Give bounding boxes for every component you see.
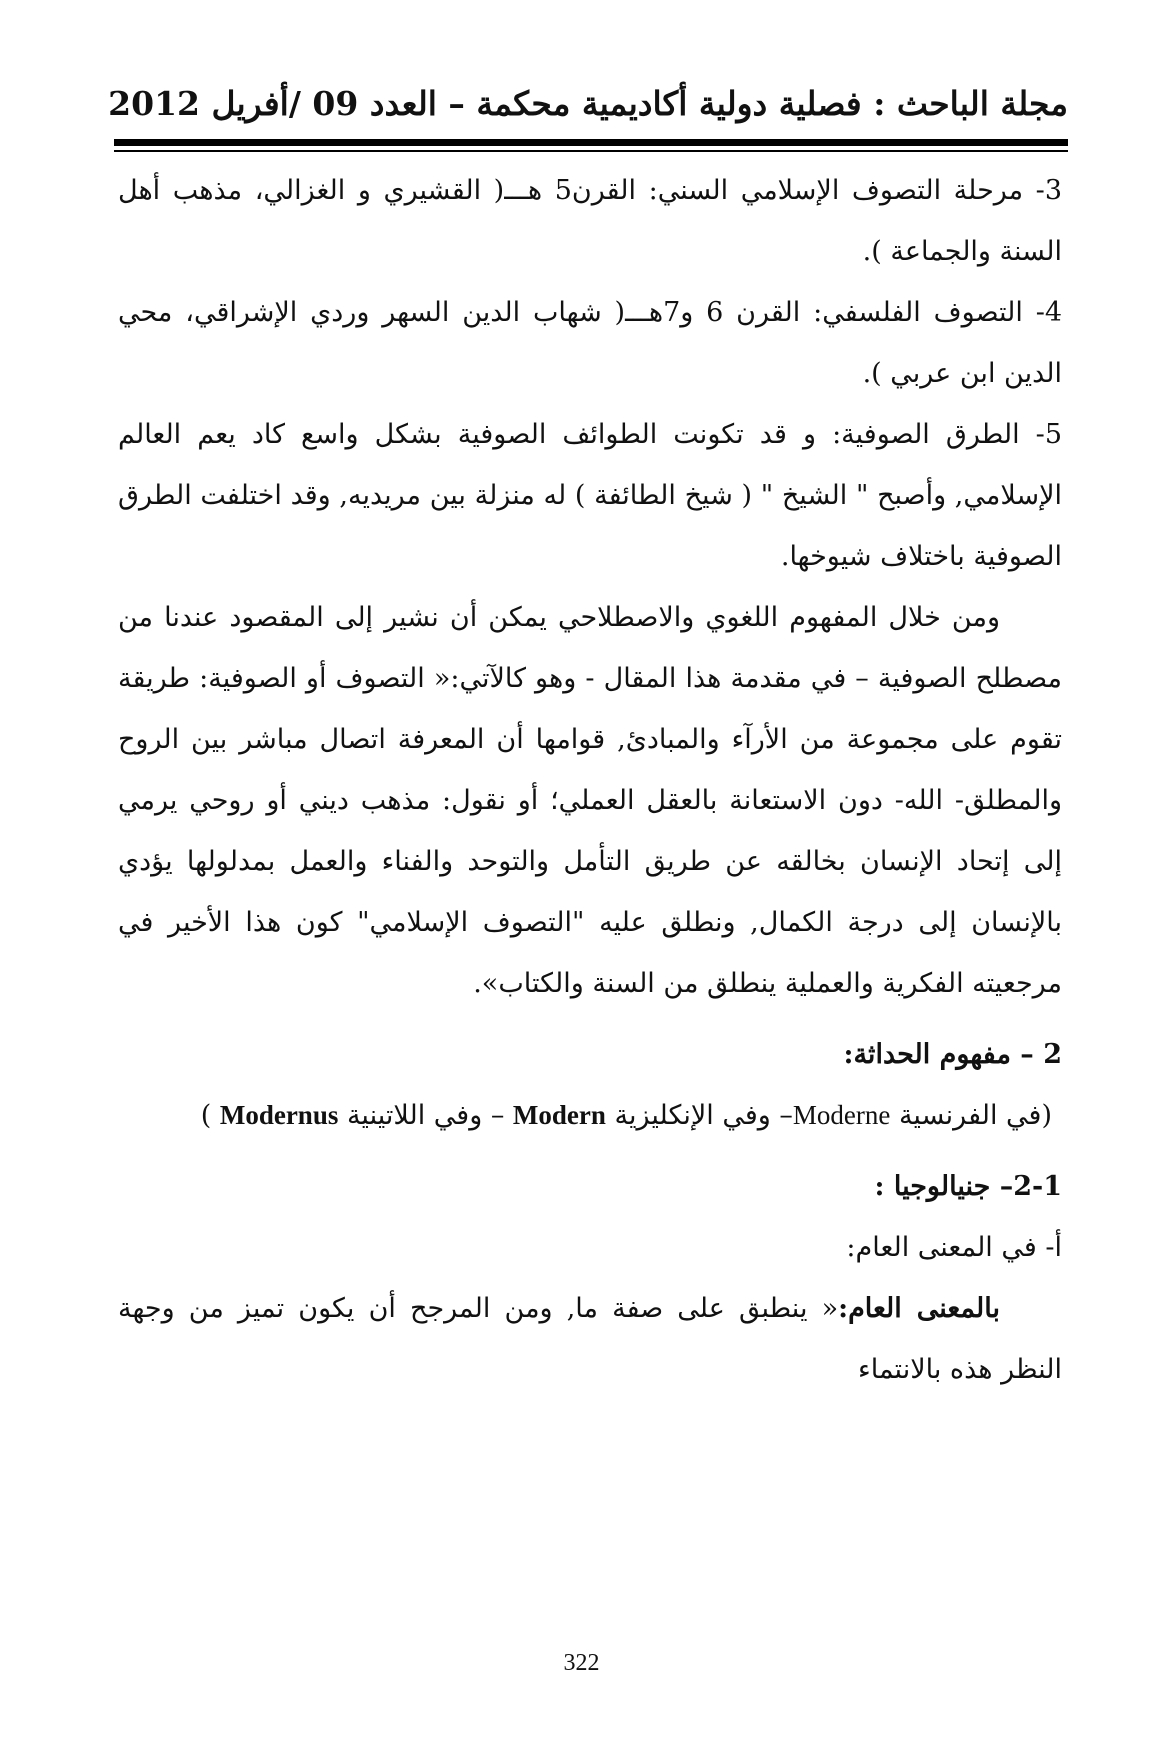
paragraph-stage-5: 5- الطرق الصوفية: و قد تكونت الطوائف الصوفية بشكل واسع كاد يعم العالم الإسلامي, وأصبح " الشيخ " ( شيخ الطائفة ) له منزلة بين مريديه, وقد اختلفت الطرق الصوفية باختلاف شيوخها. <box>118 419 1062 572</box>
modern-suffix: ) <box>200 1100 220 1131</box>
paragraph-stage-3: 3- مرحلة التصوف الإسلامي السني: القرن5 هـــ( القشيري و الغزالي، مذهب أهل السنة والجماعة ). <box>118 175 1062 267</box>
modern-latin-term: Modernus <box>219 1100 339 1130</box>
modern-prefix: (في الفرنسية <box>890 1100 1052 1131</box>
modern-mid-2: – وفي اللاتينية <box>338 1100 513 1131</box>
page-number: 322 <box>563 1650 600 1676</box>
paragraph-general-meaning <box>118 1278 1062 1400</box>
subsection-heading-genealogy: 2-1– جنيالوجيا : <box>874 1171 1062 1202</box>
header-rule-thick <box>114 139 1068 146</box>
paragraph-sufism-definition: ومن خلال المفهوم اللغوي والاصطلاحي يمكن أن نشير إلى المقصود عندنا من مصطلح الصوفية – في مقدمة هذا المقال - وهو كالآتي:« التصوف أو الصوفية: طريقة تقوم على مجموعة من الأرآء والمبادئ, قوامها أن المعرفة اتصال مباشر بين الروح والمطلق- الله- دون الاستعانة بالعقل العملي؛ أو نقول: مذهب ديني أو روحي يرمي إلى إتحاد الإنسان بخالقه عن طريق التأمل والتوحد والفناء والعمل بمدلولها يؤدي بالإنسان إلى درجة الكمال, ونطلق عليه "التصوف الإسلامي" كون هذا الأخير في مرجعيته الفكرية والعملية ينطلق من السنة والكتاب». <box>118 602 1062 999</box>
general-meaning-label: بالمعنى العام: <box>838 1293 1000 1324</box>
modern-english-term: Modern <box>512 1100 606 1130</box>
general-meaning-text: « ينطبق على صفة ما, ومن المرجح أن يكون تميز من وجهة النظر هذه بالانتماء <box>118 1293 1062 1385</box>
modernity-translations <box>118 1085 1062 1146</box>
modern-mid-1: – وفي الإنكليزية <box>605 1100 793 1131</box>
section-heading-modernity: 2 – مفهوم الحداثة: <box>843 1039 1062 1070</box>
subsection-general-meaning: أ- في المعنى العام: <box>846 1232 1062 1263</box>
modern-french-term: Moderne <box>792 1100 891 1130</box>
paragraph-stage-4: 4- التصوف الفلسفي: القرن 6 و7هـــ( شهاب الدين السهر وردي الإشراقي، محي الدين ابن عربي ). <box>118 297 1063 389</box>
header-rule-thin <box>114 150 1068 152</box>
journal-header: مجلة الباحث : فصلية دولية أكاديمية محكمة – العدد 09 /أفريل 2012 <box>108 84 1068 123</box>
article-body <box>118 160 1062 1400</box>
